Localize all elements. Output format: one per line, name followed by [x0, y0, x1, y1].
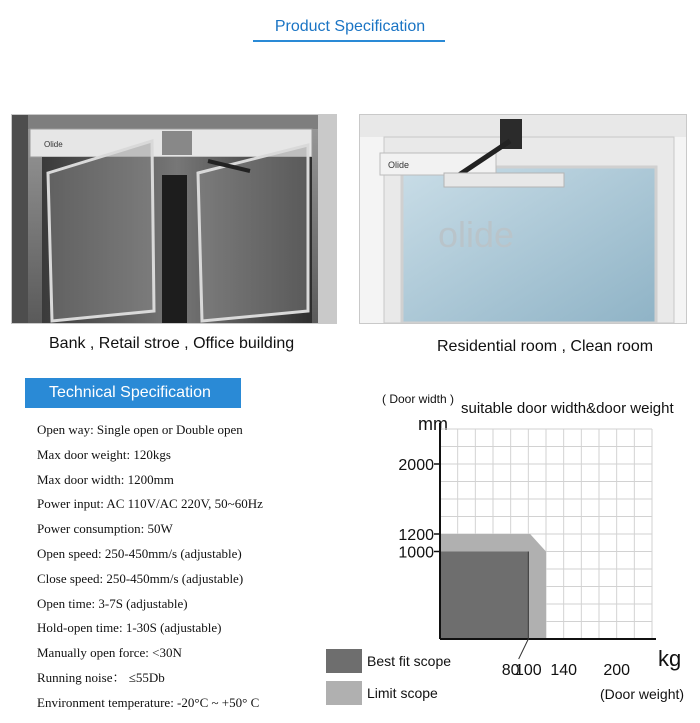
spec-item: Open time: 3-7S (adjustable) [37, 595, 188, 611]
spec-item: Open way: Single open or Double open [37, 422, 243, 437]
chart-yunit: mm [418, 414, 448, 434]
spec-item: Manually open force: <30N [37, 645, 182, 661]
tech-spec-heading: Technical Specification [25, 378, 241, 408]
residential-door-photo [359, 114, 687, 324]
spec-item: Running noise： ≤55Db [37, 669, 165, 685]
caption-bank: Bank , Retail stroe , Office building [49, 335, 295, 352]
spec-item: Power consumption: 50W [37, 521, 173, 537]
y-tick-label: 2000 [398, 457, 434, 474]
chart-xlabel: (Door weight) [600, 686, 685, 702]
bank-door-photo [11, 114, 337, 324]
spec-item: Hold-open time: 1-30S (adjustable) [37, 620, 222, 636]
spec-item: Power input: AC 110V/AC 220V, 50~60Hz [37, 496, 263, 512]
chart-title: suitable door width&door weight [461, 400, 674, 417]
spec-item: Close speed: 250-450mm/s (adjustable) [37, 570, 244, 586]
olide-logo: Olide [388, 160, 410, 170]
y-tick-label: 1200 [398, 527, 434, 544]
legend-swatch-limit [326, 681, 362, 705]
legend-label-best-fit: Best fit scope [367, 653, 452, 669]
olide-watermark: olide [438, 214, 515, 255]
page-title: Product Specification [274, 18, 426, 35]
x-tick-label: 100 [514, 662, 542, 679]
spec-item: Open speed: 250-450mm/s (adjustable) [37, 545, 242, 561]
spec-list [37, 420, 263, 718]
spec-item: Max door width: 1200mm [37, 471, 174, 487]
legend-swatch-best-fit [326, 649, 362, 673]
spec-item: Environment temperature: -20°C ~ +50° C [37, 694, 260, 710]
spec-item: Max door weight: 120kgs [37, 446, 171, 462]
legend-label-limit: Limit scope [367, 685, 438, 701]
chart-xunit: kg [658, 646, 682, 671]
x-tick-label: 80 [501, 662, 520, 679]
x-tick-label: 140 [550, 662, 578, 679]
olide-logo: Olide [44, 140, 63, 149]
best-fit-area [440, 552, 528, 640]
title-underline [253, 40, 445, 42]
y-tick-label: 1000 [398, 544, 434, 562]
caption-residential: Residential room , Clean room [437, 338, 654, 355]
chart-ylabel: ( Door width ) [382, 392, 455, 406]
x-tick-label: 200 [603, 662, 631, 679]
